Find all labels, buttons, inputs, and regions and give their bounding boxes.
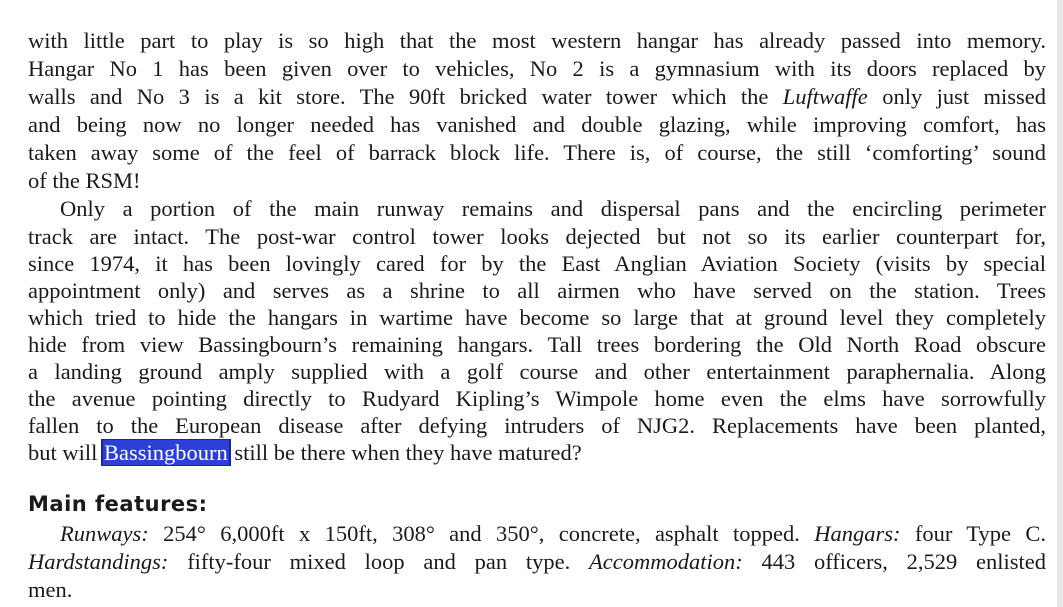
paragraph2-line-9: fallen to the European disease after defying intruders of NJG2. Replacements have been planted, <box>28 413 1046 438</box>
features-line-3: men. <box>28 577 73 602</box>
paragraph2-line-1: Only a portion of the main runway remains and dispersal pans and the encircling perimeter <box>60 196 1046 221</box>
paragraph2-line-8: the avenue pointing directly to Rudyard Kipling’s Wimpole home even the elms have sorrowfully <box>28 386 1046 411</box>
paragraph2-last-post: still be there when they have matured? <box>234 440 582 465</box>
hangars-label: Hangars: <box>814 521 901 546</box>
features-line-2 <box>28 548 1046 575</box>
paragraph1-line-3-text: walls and No 3 is a kit store. The 90ft bricked water tower which the <box>28 84 769 109</box>
paragraph1-line-6: of the RSM! <box>28 168 141 193</box>
runways-text: 254° 6,000ft x 150ft, 308° and 350°, concrete, asphalt topped. <box>163 521 800 546</box>
paragraph1-line-3-tail: only just missed <box>882 84 1046 109</box>
runways-label: Runways: <box>60 521 149 546</box>
paragraph2-line-10 <box>28 439 1046 466</box>
paragraph2-last-pre: but will <box>28 440 98 465</box>
paragraph2-line-2: track are intact. The post-war control tower looks dejected but not so its earlier counterpart for, <box>28 224 1046 249</box>
paragraph2-line-6: hide from view Bassingbourn’s remaining hangars. Tall trees bordering the Old North Road obscure <box>28 332 1046 357</box>
paragraph1-line-1: with little part to play is so high that the most western hangar has already passed into memory. <box>28 28 1046 53</box>
hardstandings-label: Hardstandings: <box>28 549 169 574</box>
paragraph1-line-3 <box>28 83 1046 110</box>
paragraph1-line-5: taken away some of the feel of barrack block life. There is, of course, the still ‘comforting’ sound <box>28 140 1046 165</box>
hardstandings-text: fifty-four mixed loop and pan type. <box>187 549 571 574</box>
paragraph2-line-4: appointment only) and serves as a shrine to all airmen who have served on the station. Trees <box>28 278 1046 303</box>
paragraph2-line-3: since 1974, it has been lovingly cared for by the East Anglian Aviation Society (visits by special <box>28 251 1046 276</box>
paragraph2-line-7: a landing ground amply supplied with a golf course and other entertainment paraphernalia. Along <box>28 359 1046 384</box>
paragraph2-line-5: which tried to hide the hangars in wartime have become so large that at ground level they completely <box>28 305 1046 330</box>
accommodation-text: 443 officers, 2,529 enlisted <box>761 549 1046 574</box>
luftwaffe-italic: Luftwaffe <box>782 84 868 109</box>
accommodation-label: Accommodation: <box>588 549 743 574</box>
scrollbar[interactable] <box>1057 0 1063 607</box>
hangars-text: four Type C. <box>914 521 1046 546</box>
features-line-1 <box>60 520 1046 547</box>
paragraph1-line-2: Hangar No 1 has been given over to vehicles, No 2 is a gymnasium with its doors replaced by <box>28 56 1046 81</box>
paragraph1-line-4: and being now no longer needed has vanished and double glazing, while improving comfort, has <box>28 112 1046 137</box>
highlighted-search-term[interactable]: Bassingbourn <box>104 440 228 465</box>
main-features-heading: Main features: <box>28 492 208 516</box>
